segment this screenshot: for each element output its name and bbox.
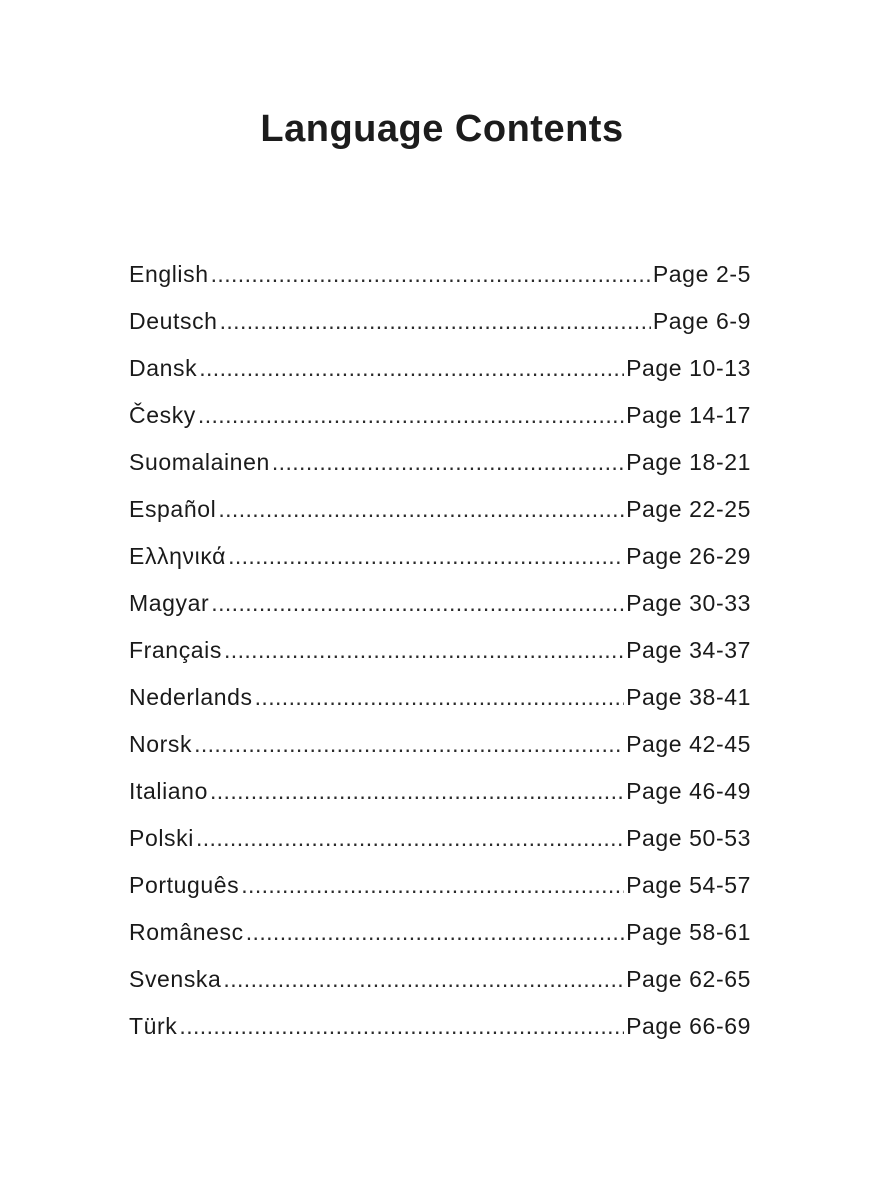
toc-page-range: Page 22-25	[626, 496, 751, 522]
toc-language: Español	[129, 496, 217, 522]
toc-language: Deutsch	[129, 308, 218, 334]
toc-language: Nederlands	[129, 684, 253, 710]
toc-page-range: Page 58-61	[626, 919, 751, 945]
toc-entry-portugues	[129, 866, 751, 913]
toc-page-range: Page 62-65	[626, 966, 751, 992]
page-title: Language Contents	[260, 108, 624, 150]
dot-leader	[196, 819, 624, 857]
toc-page-range: Page 46-49	[626, 778, 751, 804]
dot-leader	[211, 584, 624, 622]
dot-leader	[199, 349, 624, 387]
toc-language: Românesc	[129, 919, 244, 945]
toc-language: Magyar	[129, 590, 210, 616]
dot-leader	[272, 443, 624, 481]
toc-page-range: Page 18-21	[626, 449, 751, 475]
toc-language: Polski	[129, 825, 194, 851]
toc-language: Česky	[129, 402, 196, 428]
toc-page-range: Page 6-9	[652, 308, 751, 334]
toc-page-range: Page 14-17	[626, 402, 751, 428]
toc-entry-italiano	[129, 772, 751, 819]
dot-leader	[228, 537, 624, 575]
toc-page-range: Page 42-45	[626, 731, 751, 757]
dot-leader	[194, 725, 624, 763]
dot-leader	[255, 678, 624, 716]
toc-language: Ελληνικά	[129, 543, 227, 569]
dot-leader	[224, 631, 624, 669]
toc-language: Norsk	[129, 731, 193, 757]
toc-page-range: Page 30-33	[626, 590, 751, 616]
toc-page-range: Page 26-29	[626, 543, 751, 569]
toc-page-range: Page 2-5	[652, 261, 751, 287]
toc-language: Italiano	[129, 778, 208, 804]
toc-language: Türk	[129, 1013, 178, 1039]
toc-language: Português	[129, 872, 240, 898]
toc-page-range: Page 54-57	[626, 872, 751, 898]
dot-leader	[246, 913, 624, 951]
toc-language: Suomalainen	[129, 449, 270, 475]
toc-entry-espanol	[129, 490, 751, 537]
toc-page-range: Page 38-41	[626, 684, 751, 710]
toc-page-range: Page 50-53	[626, 825, 751, 851]
language-contents-list	[129, 255, 751, 1054]
toc-entry-polski	[129, 819, 751, 866]
toc-entry-turk	[129, 1007, 751, 1054]
toc-language: Svenska	[129, 966, 222, 992]
toc-entry-norsk	[129, 725, 751, 772]
toc-page-range: Page 66-69	[626, 1013, 751, 1039]
toc-entry-english	[129, 255, 751, 302]
toc-entry-svenska	[129, 960, 751, 1007]
toc-language: English	[129, 261, 209, 287]
toc-entry-romanesc	[129, 913, 751, 960]
toc-entry-deutsch	[129, 302, 751, 349]
toc-entry-nederlands	[129, 678, 751, 725]
toc-entry-cesky	[129, 396, 751, 443]
dot-leader	[218, 490, 624, 528]
dot-leader	[211, 255, 651, 293]
toc-entry-dansk	[129, 349, 751, 396]
dot-leader	[179, 1007, 624, 1045]
dot-leader	[210, 772, 624, 810]
toc-language: Français	[129, 637, 222, 663]
dot-leader	[220, 302, 651, 340]
toc-page-range: Page 34-37	[626, 637, 751, 663]
dot-leader	[223, 960, 624, 998]
toc-entry-suomalainen	[129, 443, 751, 490]
toc-entry-magyar	[129, 584, 751, 631]
toc-language: Dansk	[129, 355, 198, 381]
dot-leader	[241, 866, 624, 904]
toc-entry-greek	[129, 537, 751, 584]
toc-page-range: Page 10-13	[626, 355, 751, 381]
dot-leader	[198, 396, 624, 434]
toc-entry-francais	[129, 631, 751, 678]
